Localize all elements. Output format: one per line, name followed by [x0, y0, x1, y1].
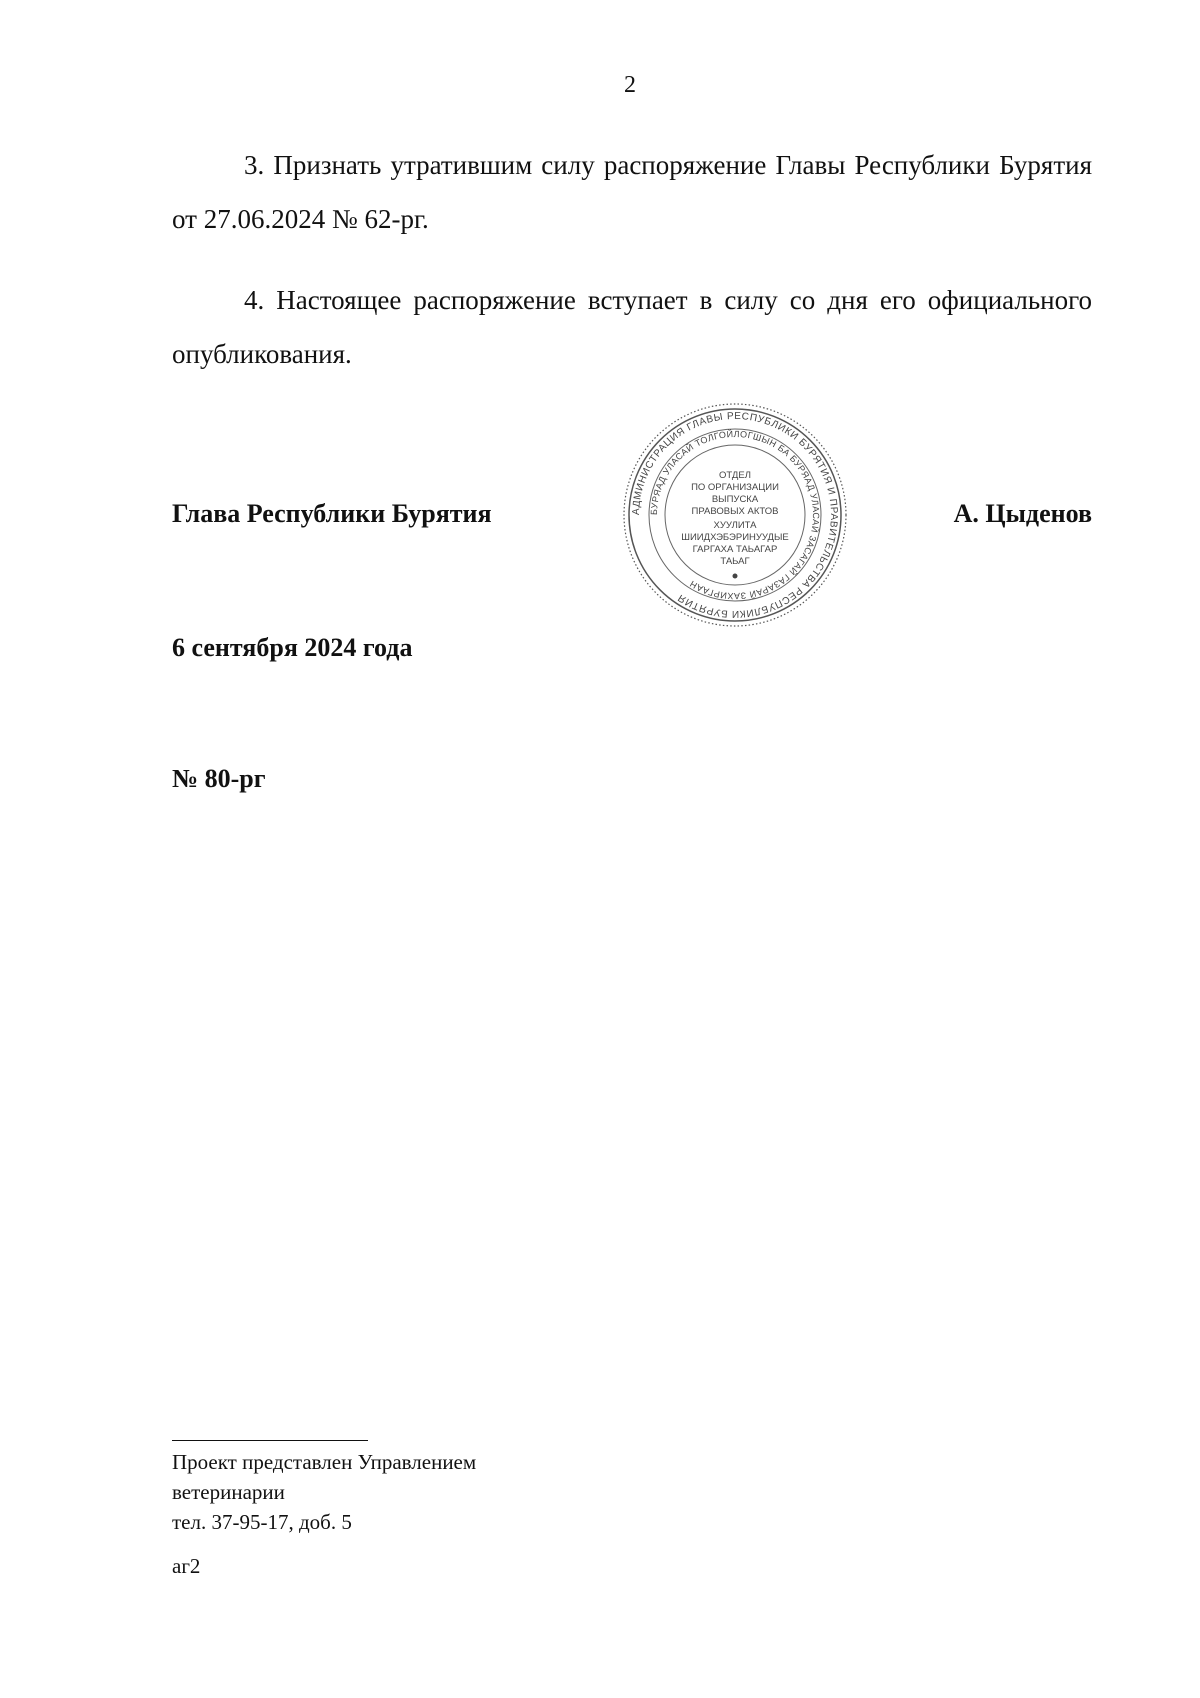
signatory-title: Глава Республики Бурятия [172, 499, 492, 528]
seal-line-4: ПРАВОВЫХ АКТОВ [691, 506, 779, 517]
paragraph-3: 3. Признать утратившим силу распоряжение Главы Республики Бурятия от 27.06.2024 № 62-рг. [172, 150, 1092, 234]
seal-outer-text: АДМИНИСТРАЦИЯ ГЛАВЫ РЕСПУБЛИКИ БУРЯТИЯ И ПРАВИТЕЛЬСТВА РЕСПУБЛИКИ БУРЯТИЯ [630, 410, 840, 620]
page-number: 2 [624, 72, 636, 98]
footnote [172, 1447, 476, 1537]
footnote-separator [172, 1440, 368, 1441]
document-date: 6 сентября 2024 года [172, 633, 413, 662]
paragraph-4: 4. Настоящее распоряжение вступает в силу со дня его официального опубликования. [172, 285, 1092, 369]
seal-line-7: ГАРГАХА ТАЬАГАР [692, 544, 778, 555]
seal-line-6: ШИИДХЭБЭРИНУУДЫЕ [681, 532, 789, 543]
author-initials: аг2 [172, 1554, 201, 1578]
seal-line-5: ХУУЛИТА [713, 520, 757, 531]
seal-inner-text: БУРЯАД УЛАСАЙ ТОЛГОЙЛОГШЫН БА БУРЯАД УЛАСАЙ ЗАСАГАЙ ГАЗАРАЙ ЗАХИРГААН [648, 428, 822, 602]
seal-line-3: ВЫПУСКА [711, 494, 759, 505]
footnote-line-1: Проект представлен Управлением [172, 1450, 477, 1474]
footnote-line-3: тел. 37-95-17, доб. 5 [172, 1510, 352, 1534]
seal-line-1: ОТДЕЛ [719, 470, 751, 481]
seal-line-2: ПО ОРГАНИЗАЦИИ [691, 482, 779, 493]
footnote-line-2: ветеринарии [172, 1480, 285, 1504]
seal-dot-icon [733, 574, 738, 579]
document-number: № 80-рг [172, 764, 266, 793]
signatory-name: А. Цыденов [953, 499, 1092, 528]
seal-line-8: ТАЬАГ [720, 556, 750, 567]
